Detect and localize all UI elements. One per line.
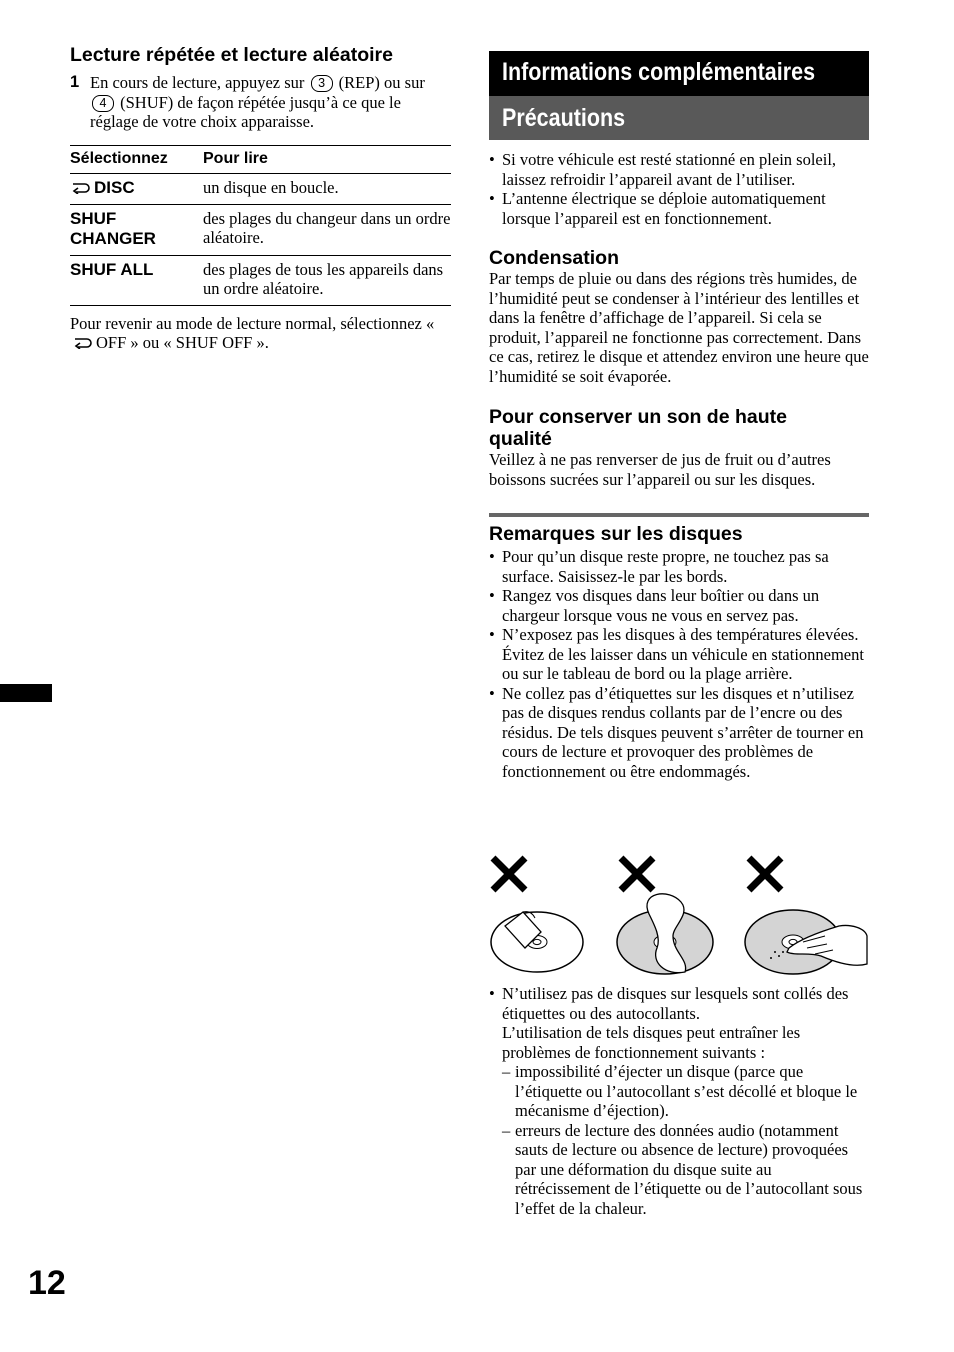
cross-icon (493, 858, 525, 890)
option-description: un disque en boucle. (203, 173, 451, 204)
section-heading-repeat-shuffle: Lecture répétée et lecture aléatoire (70, 44, 393, 66)
disc-hand-touching-icon (745, 910, 867, 974)
left-column (70, 44, 451, 353)
condensation-heading: Condensation (489, 247, 619, 269)
dash-mark: – (502, 1062, 511, 1081)
section-banner (489, 96, 869, 140)
disc-warning-illustrations (489, 852, 869, 982)
option-description: des plages de tous les appareils dans un ordre aléatoire. (203, 255, 451, 305)
cross-icon (749, 858, 781, 890)
step-text-after: (SHUF) de façon répétée jusqu’à ce que le réglage de votre choix apparaisse. (90, 92, 401, 131)
labels-intro: L’utilisation de tels disques peut entraîner les problèmes de fonctionnement suivants : (502, 1023, 801, 1062)
discs-bullet-list (489, 547, 869, 781)
dash-mark: – (502, 1120, 511, 1140)
section-divider (489, 513, 869, 517)
list-item: • Rangez vos disques dans leur boîtier ou dans un chargeur lorsque vous ne vous en servez pas. (489, 586, 869, 625)
table-row (70, 204, 451, 255)
step-number: 1 (70, 73, 80, 91)
list-item: • L’antenne électrique se déploie automatiquement lorsque l’appareil est en fonctionnement. (489, 189, 869, 228)
cross-icon (621, 858, 653, 890)
step-1 (70, 73, 451, 132)
dash-item: – impossibilité d’éjecter un disque (parce que l’étiquette ou l’autocollant s’est décollé et bloque le mécanisme d’éjection). (502, 1062, 858, 1120)
option-name: SHUF CHANGER (70, 204, 203, 255)
step-text-mid: (REP) ou sur (338, 73, 425, 92)
normal-mode-note: Pour revenir au mode de lecture normal, sélectionnez « OFF » ou « SHUF OFF ». (70, 313, 435, 352)
section-title: Précautions (502, 104, 626, 132)
chapter-title: Informations complémentaires (502, 58, 816, 86)
options-table-header (70, 145, 451, 173)
page-number: 12 (28, 1264, 66, 1302)
table-row (70, 173, 451, 204)
disc-with-sticker-icon (491, 912, 583, 972)
key-3-icon: 3 (311, 75, 333, 92)
dash-item: – erreurs de lecture des données audio (notamment sauts de lecture ou absence de lecture) provoquées par une déformation du disque suite au rétrécissement de l’étiquette ou de l’autocollant sous l’effet de la chaleur. (502, 1120, 863, 1218)
options-table (70, 145, 451, 306)
option-name: DISC (70, 173, 203, 204)
table-row (70, 255, 451, 305)
labels-warning-block (489, 984, 869, 1218)
intro-bullet-list (489, 150, 869, 228)
list-item: • N’utilisez pas de disques sur lesquels sont collés des étiquettes ou des autocollants. L’utilisation de tels disques peut entraîner les problèmes de fonctionnement suivants : – impossibilité d’éjecter un disque (parce que l’étiquette ou l’autocollant s’est décollé et bloque le mécanisme d’éjection). – erreurs de lecture des données audio (notamment sauts de lecture ou absence de lecture) provoquées par une déformation du disque suite au rétrécissement de l’étiquette ou de l’autocollant sous l’effet de la chaleur. (489, 984, 869, 1218)
disc-illustrations-svg (489, 852, 869, 982)
list-item: • Pour qu’un disque reste propre, ne touchez pas sa surface. Saisissez-le par les bords. (489, 547, 869, 586)
right-column (489, 51, 869, 781)
repeat-icon (70, 182, 90, 194)
list-item: • Si votre véhicule est resté stationné en plein soleil, laissez refroidir l’appareil avant de l’utiliser. (489, 150, 869, 189)
repeat-icon (72, 337, 92, 349)
labels-bullet-list (489, 984, 869, 1218)
col-header-select: Sélectionnez (70, 145, 203, 173)
key-4-icon: 4 (92, 95, 114, 112)
list-item: • Ne collez pas d’étiquettes sur les disques et n’utilisez pas de disques rendus collants par de l’encre ou des résidus. De tels disques peuvent s’arrêter de tourner en cours de lecture et provoquer des problèmes de fonctionnement ou être endommagés. (489, 684, 869, 782)
option-description: des plages du changeur dans un ordre aléatoire. (203, 204, 451, 255)
chapter-banner (489, 51, 869, 96)
section-edge-tab (0, 684, 52, 702)
list-item: • N’exposez pas les disques à des températures élevées. Évitez de les laisser dans un véhicule en stationnement ou sur le tableau de bord ou la plage arrière. (489, 625, 869, 684)
option-name: SHUF ALL (70, 255, 203, 305)
disc-peeling-label-icon (617, 894, 713, 974)
step-text-before: En cours de lecture, appuyez sur (90, 73, 305, 92)
col-header-play: Pour lire (203, 145, 451, 173)
quality-heading: Pour conserver un son de haute qualité (489, 406, 787, 450)
discs-heading: Remarques sur les disques (489, 523, 743, 545)
condensation-text: Par temps de pluie ou dans des régions très humides, de l’humidité peut se condenser à l’intérieur des lentilles et dans la fenêtre d’affichage de l’appareil. Si cela se produit, l’appareil ne fonctionne pas correctement. Dans ce cas, retirez le disque et attendez environ une heure que l’humidité se soit évaporée. (489, 269, 869, 386)
quality-text: Veillez à ne pas renverser de jus de fruit ou d’autres boissons sucrées sur l’appareil ou sur les disques. (489, 450, 831, 489)
